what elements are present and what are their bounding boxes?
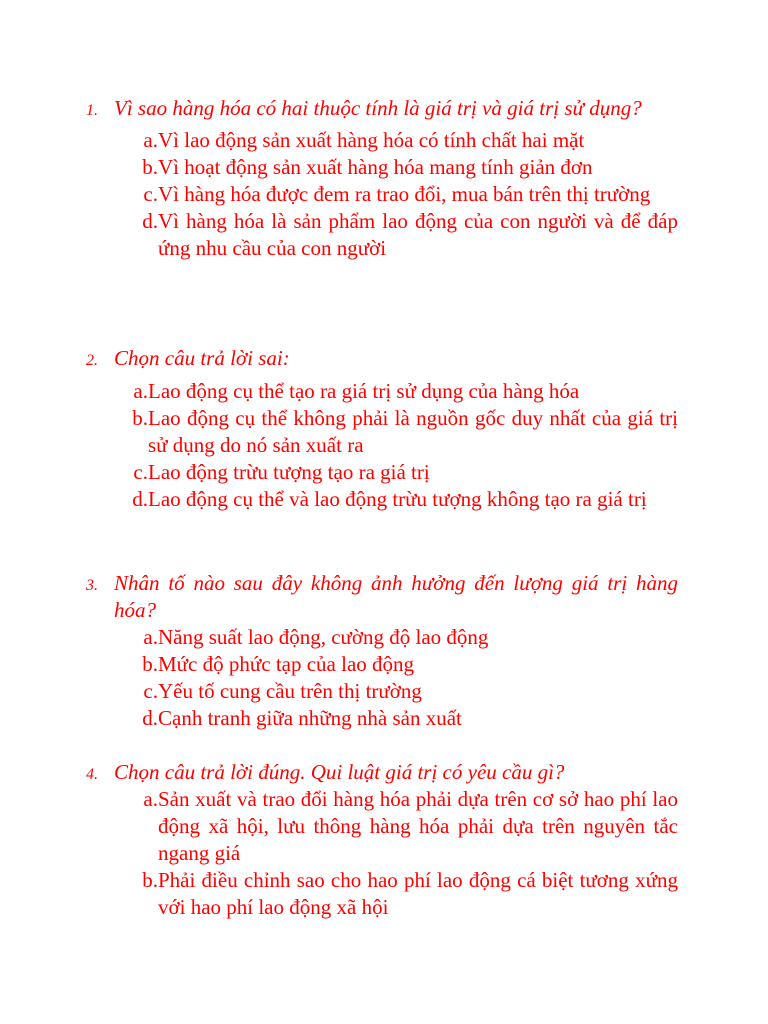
option-text: Lao động cụ thể không phải là nguồn gốc duy nhất của giá trị sử dụng do nó sản xuất ra	[148, 406, 678, 457]
option-letter: b.	[142, 155, 158, 179]
question-4-text: Chọn câu trả lời đúng. Qui luật giá trị có yêu cầu gì?	[114, 760, 565, 784]
option-letter: d.	[132, 487, 148, 511]
question-2-number: 2.	[86, 352, 98, 369]
question-1	[86, 95, 678, 262]
question-2-option-c	[124, 459, 678, 486]
question-2-option-a	[124, 378, 678, 405]
option-letter: d.	[142, 209, 158, 233]
question-4	[86, 759, 678, 921]
question-2-option-b	[124, 405, 678, 459]
question-3-text: Nhân tố nào sau đây không ảnh hưởng đến lượng giá trị hàng hóa?	[114, 571, 678, 622]
question-4-options	[134, 786, 678, 921]
option-letter: a.	[143, 128, 158, 152]
option-letter: a.	[143, 625, 158, 649]
option-letter: b.	[142, 868, 158, 892]
question-1-option-b	[134, 154, 678, 181]
question-3-option-a	[134, 624, 678, 651]
option-letter: a.	[133, 379, 148, 403]
question-3	[86, 570, 678, 732]
question-4-option-b	[134, 867, 678, 921]
option-letter: c.	[143, 182, 158, 206]
question-4-header	[86, 759, 678, 786]
option-text: Phải điều chỉnh sao cho hao phí lao động cá biệt tương xứng với hao phí lao động xã hội	[158, 868, 678, 919]
question-2	[86, 345, 678, 513]
question-1-text: Vì sao hàng hóa có hai thuộc tính là giá trị và giá trị sử dụng?	[114, 96, 642, 120]
question-2-header	[86, 345, 678, 372]
question-2-option-d	[124, 486, 678, 513]
option-text: Vì hoạt động sản xuất hàng hóa mang tính giản đơn	[158, 155, 593, 179]
question-1-option-a	[134, 127, 678, 154]
option-text: Sản xuất và trao đổi hàng hóa phải dựa trên cơ sở hao phí lao động xã hội, lưu thông hàng hóa phải dựa trên nguyên tắc ngang giá	[158, 787, 678, 865]
question-3-options	[134, 624, 678, 732]
option-text: Lao động cụ thể tạo ra giá trị sử dụng của hàng hóa	[148, 379, 580, 403]
option-letter: b.	[142, 652, 158, 676]
option-letter: b.	[132, 406, 148, 430]
question-2-options	[124, 378, 678, 513]
question-3-header	[86, 570, 678, 624]
option-text: Vì lao động sản xuất hàng hóa có tính chất hai mặt	[158, 128, 585, 152]
option-text: Lao động trừu tượng tạo ra giá trị	[148, 460, 430, 484]
question-1-options	[134, 127, 678, 262]
question-1-number: 1.	[86, 102, 98, 119]
question-3-option-d	[134, 705, 678, 732]
option-text: Mức độ phức tạp của lao động	[158, 652, 415, 676]
question-2-text: Chọn câu trả lời sai:	[114, 346, 290, 370]
option-letter: c.	[133, 460, 148, 484]
option-letter: d.	[142, 706, 158, 730]
option-letter: c.	[143, 679, 158, 703]
question-1-header	[86, 95, 678, 122]
question-3-option-b	[134, 651, 678, 678]
question-3-number: 3.	[86, 577, 98, 594]
question-3-option-c	[134, 678, 678, 705]
option-text: Lao động cụ thể và lao động trừu tượng không tạo ra giá trị	[148, 487, 647, 511]
option-text: Năng suất lao động, cường độ lao động	[158, 625, 489, 649]
option-text: Vì hàng hóa là sản phẩm lao động của con người và để đáp ứng nhu cầu của con người	[158, 209, 678, 260]
question-4-option-a	[134, 786, 678, 867]
option-text: Yếu tố cung cầu trên thị trường	[158, 679, 422, 703]
question-1-option-c	[134, 181, 678, 208]
question-1-option-d	[134, 208, 678, 262]
option-letter: a.	[143, 787, 158, 811]
question-4-number: 4.	[86, 766, 98, 783]
option-text: Vì hàng hóa được đem ra trao đổi, mua bán trên thị trường	[158, 182, 651, 206]
option-text: Cạnh tranh giữa những nhà sản xuất	[158, 706, 462, 730]
